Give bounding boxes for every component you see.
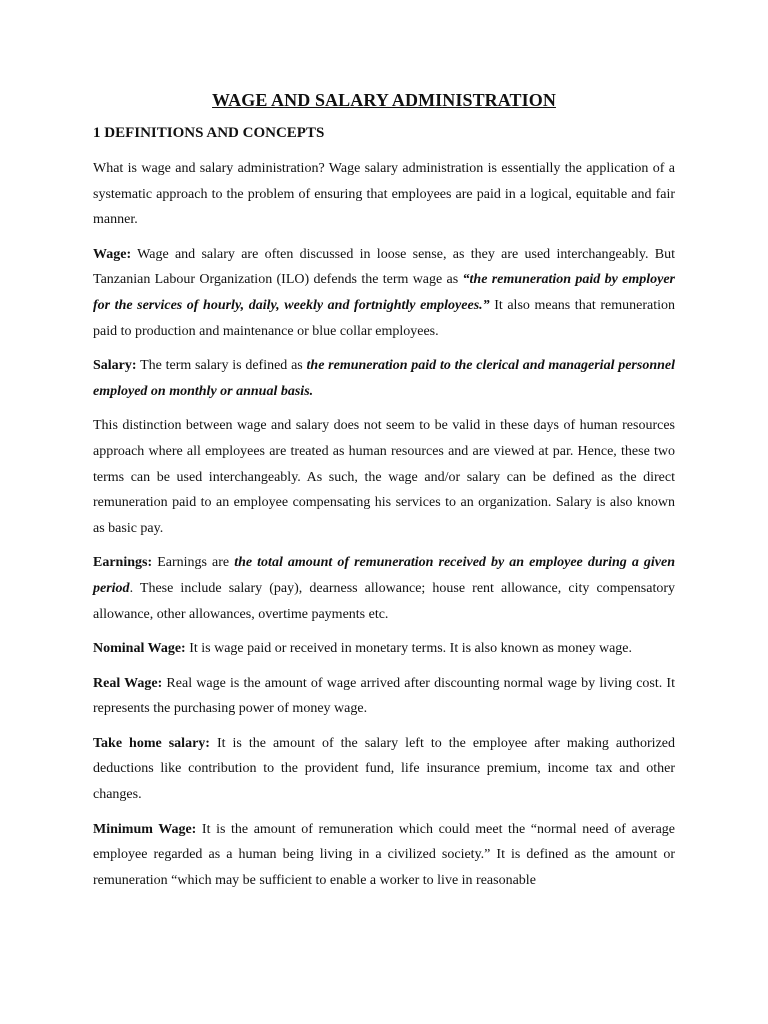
- take-home-salary-term: Take home salary:: [93, 735, 210, 751]
- wage-term: Wage:: [93, 246, 132, 262]
- real-wage-term: Real Wage:: [93, 675, 163, 691]
- nominal-wage-paragraph: [93, 636, 675, 662]
- earnings-text-2: . These include salary (pay), dearness allowance; house rent allowance, city compensatory allowance, other allowances, overtime payments etc.: [93, 580, 675, 622]
- earnings-definition-paragraph: [93, 550, 675, 627]
- wage-text-2: It also means that remuneration paid to production and maintenance or blue collar employees.: [93, 297, 675, 339]
- minimum-wage-text: It is the amount of remuneration which could meet the “normal need of average employee regarded as a human being living in a civilized society.” It is defined as the amount or remuneration “which may be sufficient to enable a worker to live in reasonable: [93, 821, 676, 888]
- minimum-wage-term: Minimum Wage:: [93, 821, 197, 837]
- minimum-wage-paragraph: [93, 817, 675, 894]
- take-home-salary-paragraph: [93, 731, 675, 808]
- take-home-salary-text: It is the amount of the salary left to the employee after making authorized deductions like contribution to the provident fund, life insurance premium, income tax and other changes.: [93, 735, 676, 803]
- wage-text-1: Wage and salary are often discussed in loose sense, as they are used interchangeably. But Tanzanian Labour Organization (ILO) defends the term wage as: [93, 246, 675, 288]
- document-title: WAGE AND SALARY ADMINISTRATION: [212, 90, 556, 110]
- distinction-paragraph: This distinction between wage and salary does not seem to be valid in these days of human resources approach where all employees are treated as human resources and are viewed at par. Hence, these two terms can be used interchangeably. As such, the wage and/or salary can be defined as the direct remuneration paid to an employee compensating his services to an organization. Salary is also known as basic pay.: [93, 418, 675, 536]
- nominal-wage-text: It is wage paid or received in monetary terms. It is also known as money wage.: [185, 641, 633, 657]
- section-heading: 1 DEFINITIONS AND CONCEPTS: [93, 125, 325, 141]
- salary-term: Salary:: [93, 358, 137, 374]
- wage-definition-paragraph: [93, 242, 675, 344]
- wage-emphasis: “the remuneration paid by employer for the services of hourly, daily, weekly and fortnightly employees.”: [93, 272, 675, 313]
- salary-emphasis: the remuneration paid to the clerical and managerial personnel employed on monthly or annual basis.: [93, 358, 676, 399]
- salary-definition-paragraph: [93, 353, 675, 404]
- real-wage-text: Real wage is the amount of wage arrived after discounting normal wage by living cost. It represents the purchasing power of money wage.: [93, 675, 675, 717]
- earnings-term: Earnings:: [93, 555, 153, 571]
- intro-paragraph: What is wage and salary administration? Wage salary administration is essentially the application of a systematic approach to the problem of ensuring that employees are paid in a logical, equitable and fair manner.: [93, 161, 675, 228]
- real-wage-paragraph: [93, 671, 675, 722]
- nominal-wage-term: Nominal Wage:: [93, 641, 186, 657]
- earnings-text-1: Earnings are: [152, 555, 235, 571]
- salary-text-1: The term salary is defined as: [136, 358, 307, 374]
- earnings-emphasis: the total amount of remuneration received by an employee during a given period: [93, 555, 675, 596]
